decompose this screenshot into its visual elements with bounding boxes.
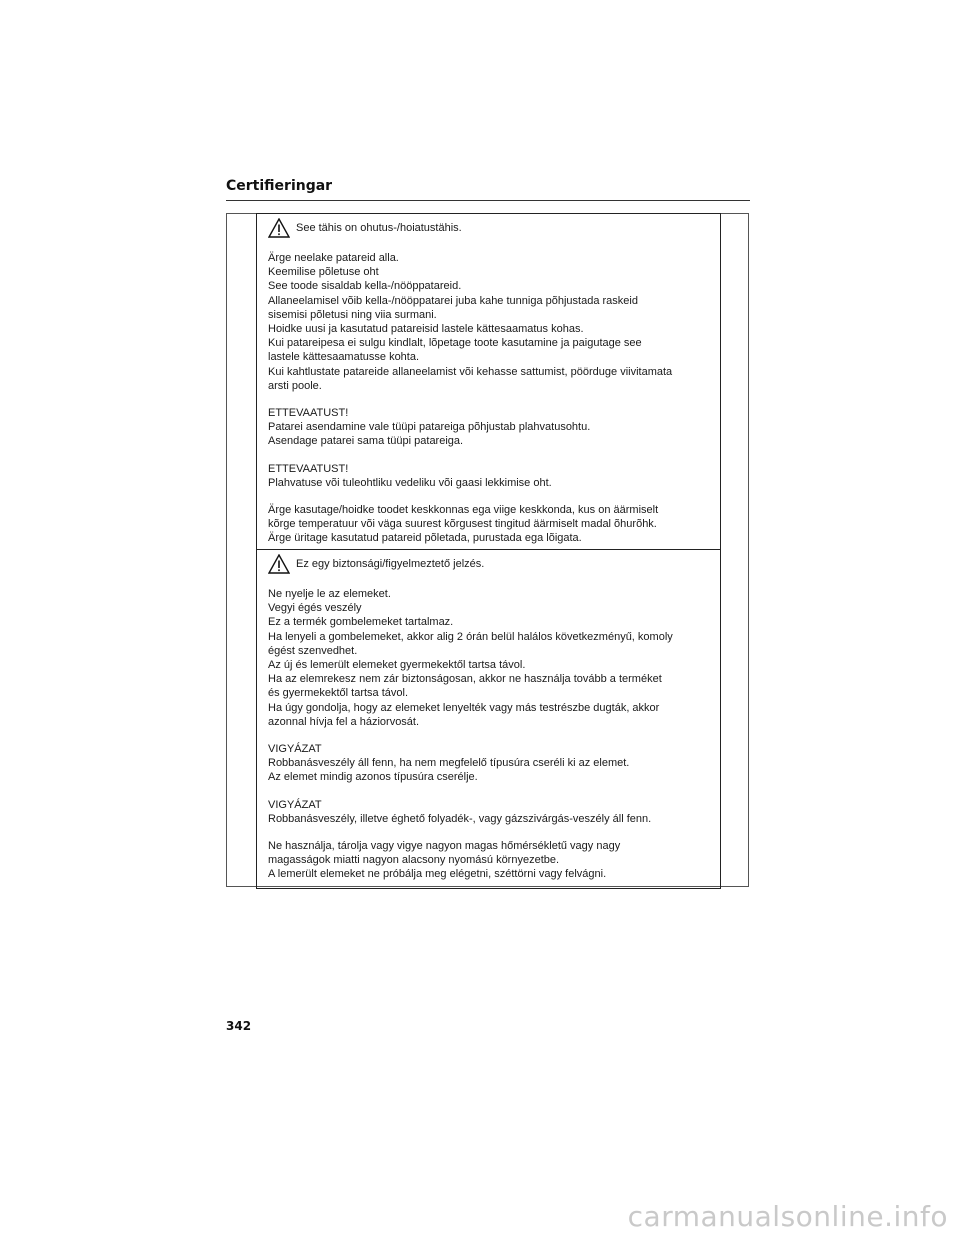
text-line: Ärge kasutage/hoidke toodet keskkonnas ega viige keskkonda, kus on äärmiselt bbox=[268, 504, 659, 517]
estonian-section bbox=[256, 214, 721, 549]
text-line: See toode sisaldab kella-/nööppatareid. bbox=[268, 280, 462, 293]
text-line: ETTEVAATUST! bbox=[268, 407, 349, 420]
watermark[interactable]: carmanualsonline.info bbox=[627, 1200, 948, 1233]
text-block bbox=[268, 462, 713, 490]
text-line: ETTEVAATUST! bbox=[268, 462, 349, 475]
text-line: Ez a termék gombelemeket tartalmaz. bbox=[268, 616, 454, 629]
text-line: Ne használja, tárolja vagy vigye nagyon magas hőmérsékletű vagy nagy bbox=[268, 840, 621, 853]
text-line: Keemilise põletuse oht bbox=[268, 266, 379, 279]
text-line: Robbanásveszély, illetve éghető folyadék-, vagy gázszivárgás-veszély áll fenn. bbox=[268, 812, 652, 825]
text-line: kõrge temperatuur või väga suurest kõrgusest tingitud äärmiselt madal õhurõhk. bbox=[268, 518, 657, 531]
warning-label: See tähis on ohutus-/hoiatustähis. bbox=[296, 222, 462, 234]
text-line: magasságok miatti nagyon alacsony nyomású környezetbe. bbox=[268, 854, 560, 867]
text-line: Patarei asendamine vale tüüpi patareiga põhjustab plahvatusohtu. bbox=[268, 421, 591, 434]
warning-label: Ez egy biztonsági/figyelmeztető jelzés. bbox=[296, 558, 485, 570]
text-line: Ha lenyeli a gombelemeket, akkor alig 2 órán belül halálos következményű, komoly bbox=[268, 630, 673, 643]
page-title: Certifieringar bbox=[226, 178, 333, 194]
text-line: Az új és lemerült elemeket gyermekektől tartsa távol. bbox=[268, 659, 526, 672]
text-line: és gyermekektől tartsa távol. bbox=[268, 687, 409, 700]
warning-row bbox=[268, 553, 713, 575]
text-line: Az elemet mindig azonos típusúra cserélje. bbox=[268, 771, 478, 784]
text-line: Allaneelamisel võib kella-/nööppatarei juba kahe tunniga põhjustada raskeid bbox=[268, 294, 638, 307]
text-line: Kui kahtlustate patareide allaneelamist või kehasse sattumist, pöörduge viivitamata bbox=[268, 365, 673, 378]
warning-row bbox=[268, 217, 713, 239]
text-line: lastele kättesaamatusse kohta. bbox=[268, 351, 420, 364]
text-line: Ne nyelje le az elemeket. bbox=[268, 588, 391, 600]
text-line: Ärge üritage kasutatud patareid põletada, purustada ega lõigata. bbox=[268, 532, 582, 545]
text-line: Robbanásveszély áll fenn, ha nem megfelelő típusúra cseréli ki az elemet. bbox=[268, 757, 630, 770]
text-line: azonnal hívja fel a háziorvosát. bbox=[268, 715, 420, 728]
title-rule bbox=[226, 200, 750, 201]
text-line: Ha az elemrekesz nem zár biztonságosan, akkor ne használja tovább a terméket bbox=[268, 673, 662, 686]
text-line: sisemisi põletusi ning viia surmani. bbox=[268, 308, 437, 321]
page-number: 342 bbox=[226, 1019, 252, 1033]
hungarian-section bbox=[256, 550, 721, 888]
text-line: Hoidke uusi ja kasutatud patareisid lastele kättesaamatus kohas. bbox=[268, 323, 584, 336]
text-line: VIGYÁZAT bbox=[268, 798, 322, 811]
text-block bbox=[268, 742, 713, 785]
text-line: Plahvatuse või tuleohtliku vedeliku või gaasi lekkimise oht. bbox=[268, 476, 552, 489]
text-line: arsti poole. bbox=[268, 379, 322, 392]
text-line: A lemerült elemeket ne próbálja meg elégetni, széttörni vagy felvágni. bbox=[268, 868, 607, 881]
text-line: Ha úgy gondolja, hogy az elemeket lenyelték vagy más testrészbe dugták, akkor bbox=[268, 701, 660, 714]
text-line: égést szenvedhet. bbox=[268, 644, 358, 657]
text-block bbox=[268, 839, 713, 882]
text-line: Asendage patarei sama tüüpi patareiga. bbox=[268, 435, 464, 448]
warning-triangle-icon bbox=[268, 554, 290, 574]
text-block bbox=[268, 406, 713, 449]
text-line: VIGYÁZAT bbox=[268, 743, 322, 756]
text-block bbox=[268, 587, 713, 729]
text-line: Ärge neelake patareid alla. bbox=[268, 252, 399, 264]
text-line: Kui patareipesa ei sulgu kindlalt, lõpetage toote kasutamine ja paigutage see bbox=[268, 337, 642, 350]
warning-triangle-icon bbox=[268, 218, 290, 238]
text-block bbox=[268, 798, 713, 826]
text-block bbox=[268, 251, 713, 393]
text-block bbox=[268, 503, 713, 546]
text-line: Vegyi égés veszély bbox=[268, 602, 362, 615]
